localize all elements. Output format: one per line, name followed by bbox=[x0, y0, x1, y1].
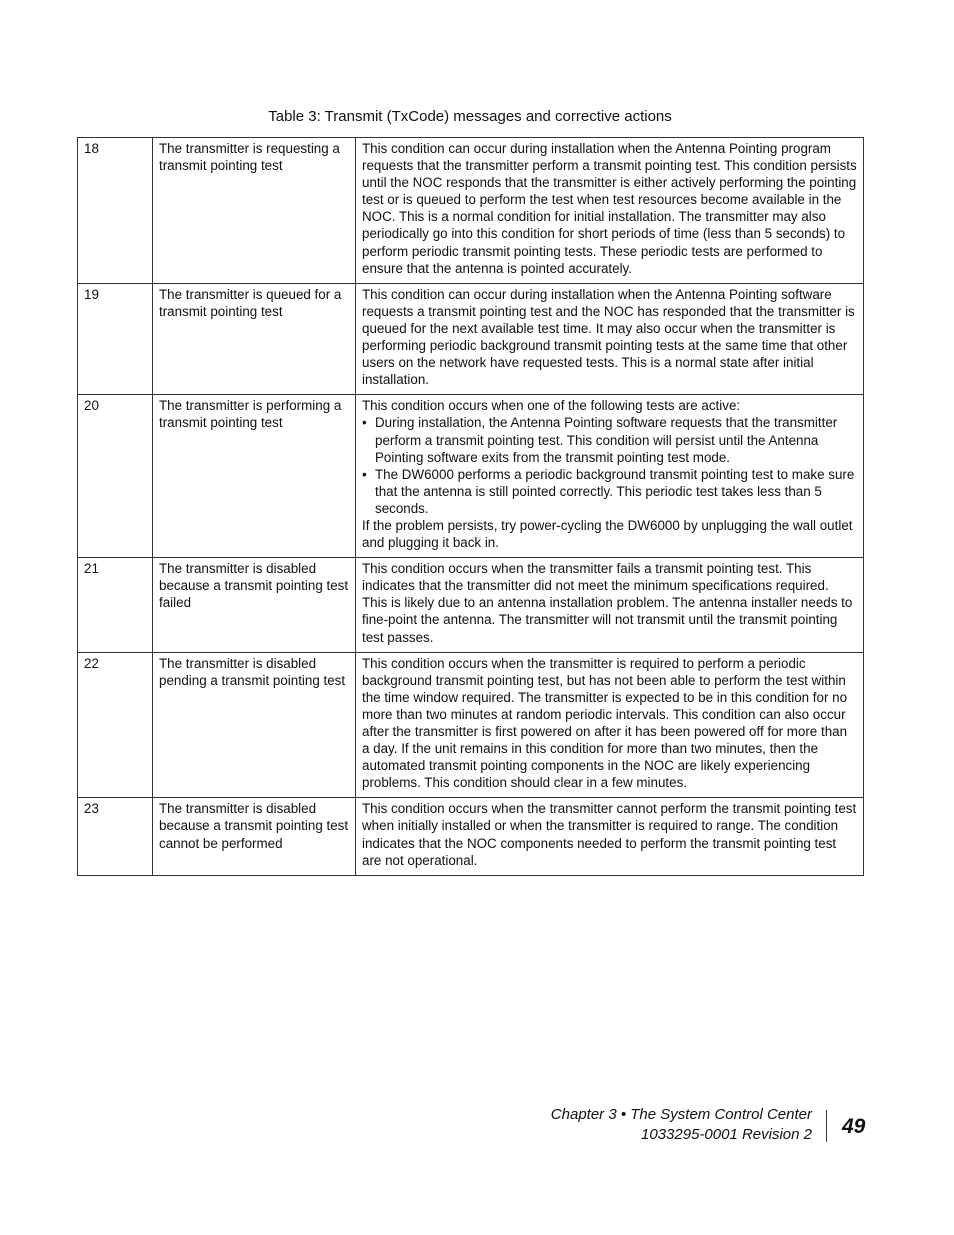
table-row bbox=[78, 283, 864, 395]
footer-divider bbox=[826, 1110, 827, 1142]
table-row bbox=[78, 395, 864, 558]
code-cell: 19 bbox=[78, 283, 153, 395]
code-cell: 20 bbox=[78, 395, 153, 558]
table-row bbox=[78, 558, 864, 652]
message-cell: The transmitter is queued for a transmit pointing test bbox=[153, 283, 356, 395]
code-cell: 21 bbox=[78, 558, 153, 652]
action-outro: If the problem persists, try power-cycling the DW6000 by unplugging the wall outlet and plugging it back in. bbox=[362, 517, 853, 551]
list-item: • The DW6000 performs a periodic background transmit pointing test to make sure that the antenna is still pointed correctly. This periodic test takes less than 5 seconds. bbox=[362, 466, 857, 517]
chapter-title: Chapter 3 • The System Control Center bbox=[550, 1106, 812, 1123]
page-footer bbox=[551, 1105, 812, 1144]
action-cell: This condition can occur during installation when the Antenna Pointing program requests that the transmitter perform a transmit pointing test. This condition persists until the NOC responds that the transmitter is either actively performing the pointing test or is queued to perform the test when test resources become available in the NOC. This is a normal condition for initial installation. The transmitter may also periodically go into this condition for short periods of time (less than 5 seconds) to perform periodic transmit pointing tests. These periodic tests are performed to ensure that the antenna is pointed accurately. bbox=[356, 138, 864, 284]
action-cell: This condition occurs when the transmitter fails a transmit pointing test. This indicates that the transmitter did not meet the minimum specifications required. This is likely due to an antenna installation problem. The antenna installer needs to fine-point the antenna. The transmitter will not transmit until the transmit pointing test passes. bbox=[356, 558, 864, 652]
action-cell: This condition occurs when the transmitter cannot perform the transmit pointing test when initially installed or when the transmitter is required to range. The condition indicates that the NOC components needed to perform the transmit pointing test are not operational. bbox=[356, 798, 864, 875]
code-cell: 23 bbox=[78, 798, 153, 875]
page-number: 49 bbox=[842, 1115, 866, 1138]
table-caption: Table 3: Transmit (TxCode) messages and corrective actions bbox=[268, 108, 672, 125]
action-cell: This condition can occur during installation when the Antenna Pointing software requests a transmit pointing test and the NOC has responded that the transmitter is queued for the next available test time. It may also occur when the transmitter is performing periodic background transmit pointing tests at the same time that other users on the network have requested tests. This is a normal state after initial installation. bbox=[356, 283, 864, 395]
message-cell: The transmitter is requesting a transmit pointing test bbox=[153, 138, 356, 284]
table-row bbox=[78, 138, 864, 284]
message-cell: The transmitter is disabled because a transmit pointing test failed bbox=[153, 558, 356, 652]
action-cell: This condition occurs when the transmitter is required to perform a periodic background transmit pointing test, but has not been able to perform the test within the time window required. The transmitter is expected to be in this condition for no more than two minutes at random periodic intervals. This condition can also occur after the transmitter is first powered on after it has been powered off for more than a day. If the unit remains in this condition for more than two minutes, then the automated transmit pointing components in the NOC are likely experiencing problems. This condition should clear in a few minutes. bbox=[356, 652, 864, 798]
action-bullet-list bbox=[362, 414, 857, 517]
list-item: • During installation, the Antenna Pointing software requests that the transmitter perform a transmit pointing test. This condition will persist until the Antenna Pointing software exits from the transmit pointing test mode. bbox=[362, 414, 857, 465]
code-cell: 22 bbox=[78, 652, 153, 798]
document-number: 1033295-0001 Revision 2 bbox=[641, 1125, 812, 1143]
action-intro: This condition occurs when one of the following tests are active: bbox=[362, 398, 741, 414]
txcode-table bbox=[77, 137, 864, 876]
action-cell bbox=[356, 395, 864, 558]
message-cell: The transmitter is disabled because a transmit pointing test cannot be performed bbox=[153, 798, 356, 875]
message-cell: The transmitter is performing a transmit pointing test bbox=[153, 395, 356, 558]
message-cell: The transmitter is disabled pending a transmit pointing test bbox=[153, 652, 356, 798]
code-cell: 18 bbox=[78, 138, 153, 284]
table-row bbox=[78, 652, 864, 798]
table-row bbox=[78, 798, 864, 875]
